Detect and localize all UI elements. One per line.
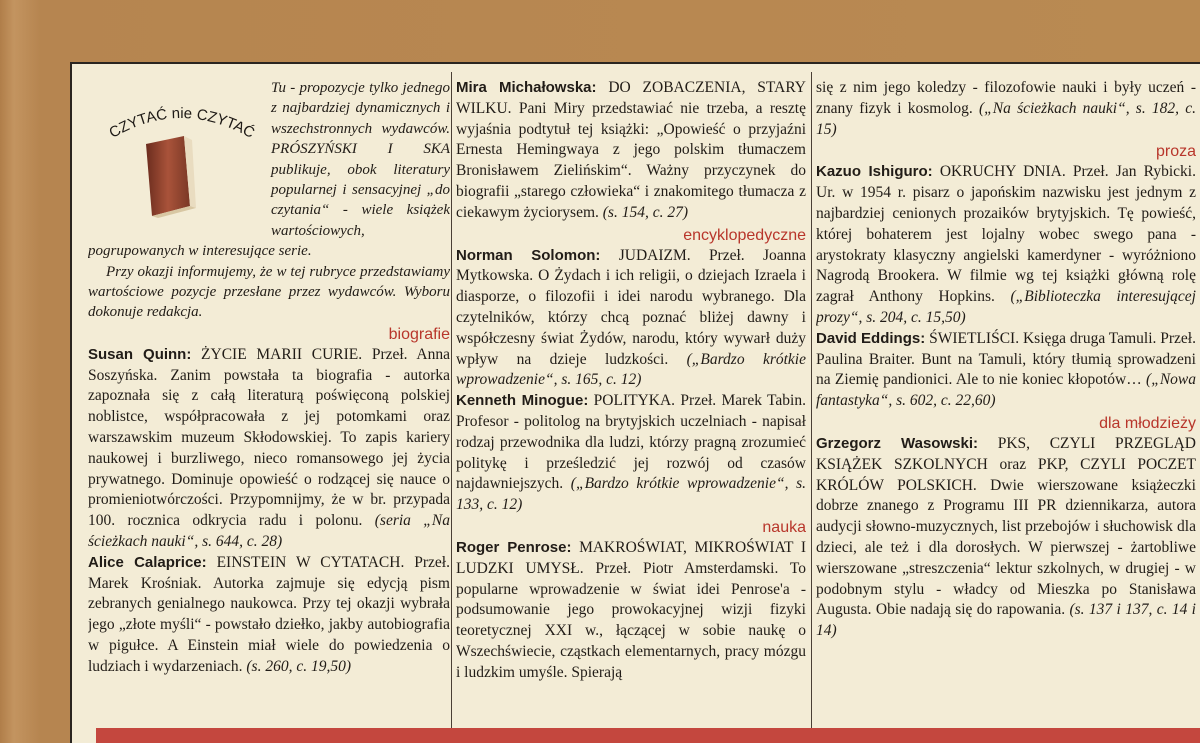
category-heading: dla młodzieży — [1099, 414, 1196, 432]
logo-text: CZYTAĆ nie CZYTAĆ — [106, 104, 258, 142]
entry-description: się z nim jego koledzy - filozofowie nauki i były uczeń - znany fizyk i kosmolog. — [816, 79, 1196, 117]
book-entry — [456, 78, 806, 224]
book-entry — [456, 246, 806, 392]
column-2 — [456, 64, 806, 732]
entry-author: Grzegorz Wasowski: — [816, 434, 978, 452]
entry-author: Kenneth Minogue: — [456, 392, 589, 410]
column-divider — [811, 72, 812, 730]
category-heading: proza — [1155, 143, 1196, 161]
column-3 — [816, 64, 1196, 732]
entry-reference: („Na ścieżkach nauki“, s. 182, c. 15) — [816, 99, 1196, 138]
entry-author: Kazuo Ishiguro: — [816, 163, 933, 181]
entry-author: Norman Solomon: — [456, 246, 601, 264]
entry-author: Roger Penrose: — [456, 538, 572, 556]
entry-reference: („Biblioteczka interesującej prozy“, s. 204, c. 15,50) — [816, 288, 1196, 326]
book-entry — [456, 538, 806, 684]
category-heading: encyklopedyczne — [683, 226, 806, 244]
entry-description: PKS, CZYLI PRZEGLĄD KSIĄŻEK SZKOLNYCH oraz PKP, CZYLI POCZET KRÓLÓW POLSKICH. Dwie wierszowane książeczki dobrze znanego z Programu III PR dziennikarza, autora audycji słowno-muzycznych, list przebojów i słuchowisk dla dzieci, ale też i dla dorosłych. W pierwszej - żartobliwe wierszowane „streszczenia“ lektur szkolnych, w drugiej - w podobnym stylu - władcy od Mieszka po Stanisława Augusta. Obie nadają się do rapowania. — [816, 434, 1196, 619]
entry-description: JUDAIZM. Przeł. Joanna Mytkowska. O Żydach i ich religii, o dziejach Izraela i diasporze, o filozofii i idei narodu wybranego. Dla czytelników, którzy chcą poznać bliżej dawny i współczesny świat Żydów, narodu, który wywarł duży wpływ na dzieje ludzkości. — [456, 246, 806, 368]
book-entry — [816, 78, 1196, 140]
section-logo — [88, 78, 263, 228]
column-entries — [456, 78, 806, 684]
column-entries — [88, 325, 450, 678]
intro-paragraph: Tu - propozycje tylko jednego z najbardziej dynamicznych i wszechstronnych wydawców. PRÓSZYŃSKI I SKA publikuje, obok literatury popularnej i sensacyjnej „do czytania“ - wiele książek wartościowych, pogrupowanych w interesujące serie. — [88, 80, 450, 260]
entry-description: POLITYKA. Przeł. Marek Tabin. Profesor - politolog na brytyjskich uczelniach - napisał rodzaj przewodnika dla ludzi, którzy pragną zrozumieć politykę i prześledzić jej rozwój od czasów najdawniejszych. — [456, 392, 806, 493]
article-box — [70, 62, 1200, 743]
entry-reference: („Nowa fantastyka“, s. 602, c. 22,60) — [816, 371, 1196, 410]
entry-description: MAKROŚWIAT, MIKROŚWIAT I LUDZKI UMYSŁ. Przeł. Piotr Amsterdamski. To popularne wprowadzenie w świat idei Penrose'a - podsumowanie jego prowokacyjnej wizji fizyki teoretycznej XXI w., łączącej w sobie naukę o Wszechświecie, cząstkach elementarnych, pracy mózgu i ludzkim umyśle. Spierają — [456, 538, 806, 681]
category-heading: nauka — [762, 518, 806, 536]
entry-description: ŚWIETLIŚCI. Księga druga Tamuli. Przeł. Paulina Braiter. Bunt na Tamuli, który tłumią sprowadzeni na Ziemię pandionici. Ale to nie koniec kłopotów… — [816, 329, 1196, 389]
category-heading: biografie — [388, 325, 450, 343]
entry-reference: („Bardzo krótkie wprowadzenie“, s. 165, c. 12) — [456, 350, 806, 389]
book-entry — [88, 345, 450, 553]
entry-reference: (s. 260, c. 19,50) — [246, 657, 351, 675]
entry-author: Alice Calaprice: — [88, 553, 207, 571]
entry-reference: („Bardzo krótkie wprowadzenie“, s. 133, c. 12) — [456, 475, 806, 514]
column-divider — [451, 72, 452, 730]
entry-author: Susan Quinn: — [88, 345, 192, 363]
book-entry — [816, 329, 1196, 412]
entry-reference: (s. 154, c. 27) — [602, 203, 689, 221]
column-entries — [816, 78, 1196, 642]
entry-description: EINSTEIN W CYTATACH. Przeł. Marek Krośniak. Autorka zajmuje się edycją pism zebranych genialnego naukowca. Przy tej okazji wybrała jego „złote myśli“ - powstało dziełko, jakby autobiografia w pigułce. A Einstein miał wiele do powiedzenia o ludziach i wydarzeniach. — [88, 553, 450, 675]
book-entry — [456, 391, 806, 516]
entry-description: OKRUCHY DNIA. Przeł. Jan Rybicki. Ur. w 1954 r. pisarz o japońskim nazwisku jest jednym z najbardziej cenionych prozaików brytyjskich. Tę powieść, której bohaterem jest lojalny wobec swego pana - arystokraty klasyczny angielski kamerdyner - wyróżniono Nagrodą Brookera. W filmie wg tej książki główną rolę zagrał Anthony Hopkins. — [816, 163, 1196, 306]
entry-reference: (seria „Na ścieżkach nauki“, s. 644, c. 28) — [88, 512, 450, 551]
entry-author: Mira Michałowska: — [456, 79, 597, 96]
entry-description: DO ZOBACZENIA, STARY WILKU. Pani Miry przedstawiać nie trzeba, a resztę wyjaśnia podtytuł tej książki: „Opowieść o przyjaźni Ernesta Hemingwaya z jego polskim tłumaczem Bronisławem Zielińskim“. Ważny przyczynek do biografii „starego człowieka“ i znakomitego tłumacza z ciekawym życiorysem. — [456, 79, 806, 221]
entry-author: David Eddings: — [816, 329, 926, 347]
column-1 — [88, 64, 450, 732]
book-entry — [816, 162, 1196, 328]
decorative-band — [96, 728, 1200, 743]
book-entry — [816, 434, 1196, 642]
entry-reference: (s. 137 i 137, c. 14 i 14) — [816, 601, 1196, 640]
entry-description: ŻYCIE MARII CURIE. Przeł. Anna Soszyńska. Zanim powstała ta biografia - autorka zapoznała się z całą literaturą poświęconą polskiej noblistce, współpracowała z jej potomkami oraz warszawskim muzeum Skłodowskiej. To zapis kariery naukowej i burzliwego, nieco romansowego jej życia prywatnego. Dominuje opowieść o rodzącej się nauce o promieniotwórczości. Przypomnijmy, że w br. przypada 100. rocznica odkrycia radu i polonu. — [88, 345, 450, 530]
book-entry — [88, 553, 450, 678]
intro-paragraph: Przy okazji informujemy, że w tej rubryce przedstawiamy wartościowe pozycje przesłane przez wydawców. Wyboru dokonuje redakcja. — [88, 263, 450, 321]
book-icon — [140, 134, 196, 218]
